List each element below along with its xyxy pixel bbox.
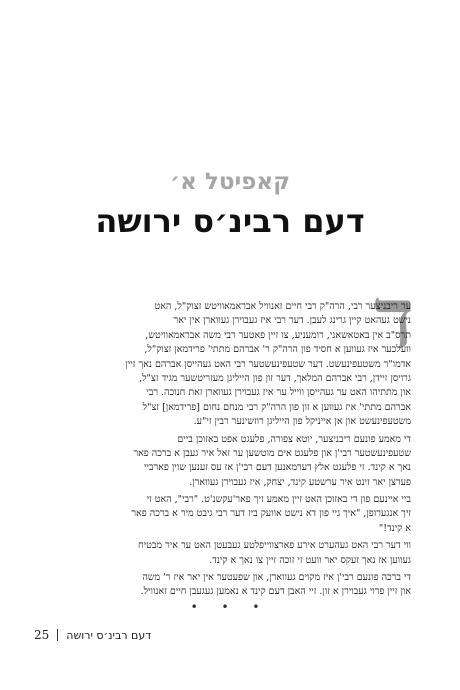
drop-cap: ד [374, 268, 415, 367]
text-line: אדמו"ר משטעפינעשט. דער שטעפינעשטער רבי האט געהייסן אברהם נאך זיין [125, 358, 411, 370]
text-line: און מתתיהו האט ער געהייסן ווייל ער איז געבוירן געווארן זאת חנוכה. רבי [146, 387, 411, 399]
text-line: די מאמע פונעם ריבניצער, יוטא צפורה, פלעגט אפט באזוכן ביים [177, 433, 411, 445]
page-number: 25 [34, 628, 50, 642]
section-ornament: • • • [190, 600, 270, 614]
text-line: ער ריבניצער רבי, הרה"ק רבי חיים זאנוויל אבראמאוויטש זצוק"ל, האט [154, 301, 411, 312]
paragraph-2 [52, 433, 411, 491]
text-line: זיך אנגערופן, "איך גיי פון דא נישט אוועק ביז דער רבי גיבט מיר א ברכה פאר [131, 508, 411, 520]
paragraph-4 [52, 539, 411, 568]
chapter-label: קאפיטל א׳ [169, 169, 291, 195]
running-title: דעם רבינ׳ס ירושה [66, 628, 152, 642]
paragraph-3 [52, 493, 411, 536]
text-line: נישט געהאט קיין גרינג לעבן. דער רבי איז געבוירן געווארן אין יאר [173, 315, 411, 327]
chapter-body [52, 300, 411, 600]
text-line: גרויסן זיידן, רבי אברהם המלאך, דער זון פון הייליגן מעזריטשער מגיד זצ"ל, [139, 372, 411, 384]
text-line: אברהם מתתי' איז געווען א זון פון הרה"ק רבי מנחם נחום [פרידמאן] זצ"ל [142, 401, 411, 413]
footer-divider [57, 629, 58, 641]
text-line: תרס"ב אין באטאשאני, רומעניע, צו זיין פאטער רבי משה אבראמאוויטש, [145, 329, 411, 341]
paragraph-5 [52, 571, 411, 600]
text-line: משטעפינעשט און אן אייניקל פון הייליגן רוזשינער רבין זי"ע. [193, 416, 411, 428]
text-line: וועלכער איז געווען א חסיד פון הרה"ק ר' אברהם מתתי' פרידמאן זצוק"ל, [144, 344, 411, 356]
text-line: נאך א קינד. זי פלעגט אלץ דערמאנען דעם רבי'ן אז עס זענען שוין פארביי [143, 462, 411, 474]
text-line: די ברכה פונעם רבי'ן איז מקוים געווארן, און שפעטער אין יאר איז ר' משה [142, 572, 411, 584]
text-line: שטעפינעשטער רבי'ן און פלעגט אים מוטשען ער זאל איר געבן א ברכה פאר [133, 447, 411, 459]
page-footer [34, 628, 151, 642]
paragraph-1 [52, 300, 411, 430]
text-line: פערצן יאר זינט איר ערשטע קינד, יצחק, איז געבוירן געווארן. [189, 476, 411, 488]
text-line: ביי איינעם פון די באזוכן האט זיין מאמע זיך פאר'עקשנ'ט. "רבי", האט זי [146, 494, 411, 506]
text-line: א קינד!" [378, 522, 411, 534]
text-line: און זיין פרוי געבוירן א זון. זיי האבן דעם קינד א נאמען געגעבן חיים זאנוויל. [140, 586, 411, 598]
chapter-title: דעם רבינ׳ס ירושה [95, 202, 365, 240]
text-line: ווי דער רבי האט געהערט אירע פארצווייפלטע געבעטן האט ער איר מבטיח [137, 540, 411, 552]
text-line: געווען אז נאך זעקס יאר וועט זי זוכה זיין צו נאך א קינד. [209, 554, 411, 566]
